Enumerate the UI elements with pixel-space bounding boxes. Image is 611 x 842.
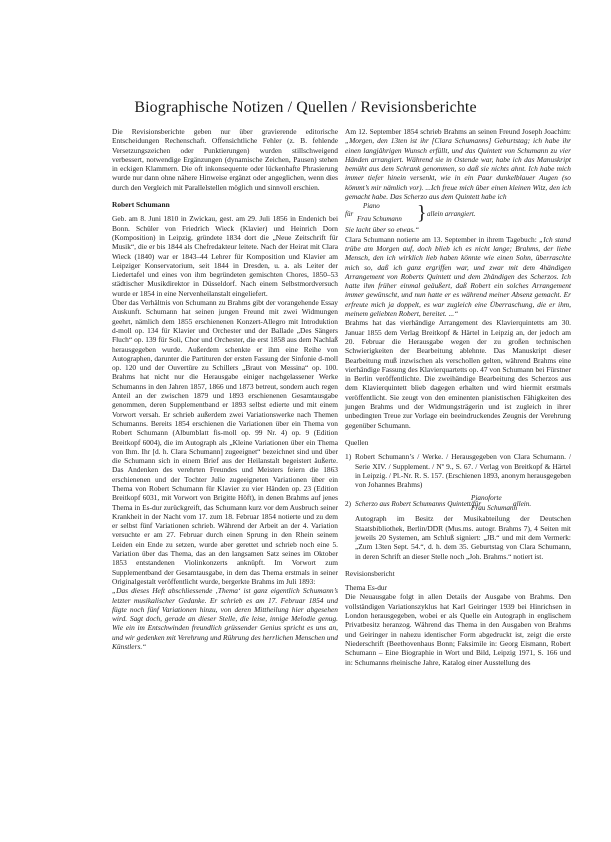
- diary-quote: „Ich stand trübe am Morgen auf, doch blieb ich es nicht lange; Brahms, der liebe Mensch, den ich wirklich lieb haben könnte wie einen Sohn, überraschte mich so, daß ich ganz ergriffen war, und zwar mit dem 4händigen Arrangement von Roberts Quintett und dem 2händigen des Scherzos. Ich hatte ihm früher einmal geäußert, daß Robert ein solches Arrangement immer gewünscht, und nun hatte er es während meiner Absenz gemacht. Er erfreute mich ja doppelt, es war zugleich eine Überraschung, die er ihm, meinem geliebten Robert, bereitet. ...“: [345, 234, 571, 319]
- brahms-quote: „Das dieses Heft abschliessende ‚Thema‘ ist ganz eigentlich Schumann’s letzter musikalischer Gedanke. Er schrieb es am 17. Februar 1854 und fügte noch fünf Variationen hinzu, von deren Mittheilung hier abgesehen wird. Sagt doch, gerade an dieser Stelle, die leise, innige Melodie genug. Wie ein im Entschwinden freundlich grüssender Genius spricht es uns an, und wir gedenken mit Verehrung und Rührung des herrlichen Menschen und Künstlers.“: [112, 586, 338, 652]
- joachim-letter-end: Sie lacht über so etwas.“: [345, 225, 420, 235]
- intro-paragraph: Die Revisionsberichte geben nur über gravierende editorische Entscheidungen Rechenschaft. Offensichtliche Fehler (z. B. fehlende Versetzungszeichen oder Punktierungen) wurden stillschweigend verbessert, notwendige Ergänzungen (dynamische Zeichen, Pausen) stehen in eckigen Klammern. Die oft inkonsequente oder lückenhafte Phrasierung wurde nur dann ohne nähere Hinweise ergänzt oder angeglichen, wenn dies durch den Vergleich mit Parallelstellen möglich und sinnvoll erschien.: [112, 127, 338, 192]
- diary-intro: Clara Schumann notierte am 13. September in ihrem Tagebuch:: [345, 234, 537, 244]
- formula-brace: }: [417, 202, 427, 225]
- thema-heading: Thema Es-dur: [345, 583, 388, 593]
- page-title: Biographische Notizen / Quellen / Revisionsberichte: [134, 99, 477, 116]
- source-2-frau-schumann: Frau Schumann: [471, 504, 518, 513]
- diary-paragraph: [345, 235, 571, 319]
- source-2-body: Autograph im Besitz der Musikabteilung der Deutschen Staatsbibliothek, Berlin/DDR (Mus.ms. autogr. Brahms 7), 4 Seiten mit jeweils 20 Systemen, am Schluß signiert: „JB.“ und mit dem Vermerk: „Zum 13ten Sept. 54.“, d. h. dem 35. Geburtstag von Clara Schumann, in deren Schrift an dieser Stelle noch „Joh. Brahms.“ notiert ist.: [355, 514, 571, 561]
- formula-frau-schumann: Frau Schumann: [357, 215, 402, 224]
- revisionsbericht-heading: Revisionsbericht: [345, 568, 395, 578]
- bio-paragraph-2: Über das Verhältnis von Schumann zu Brahms gibt der vorangehende Essay Auskunft. Schumann hat seinen jungen Freund mit zwei Widmungen geehrt, nämlich dem 1855 erschienenen Konzert-Allegro mit Introduktion d-moll op. 134 für Klavier und Orchester und der Ballade „Des Sängers Fluch“ op. 139 für Soli, Chor und Orchester, die erst 1858 aus dem Nachlaß herausgegeben wurde. Außerdem schenkte er ihm eine Reihe von Autographen, darunter die Partituren der ersten Fassung der Sinfonie d-moll op. 120 und der Ouvertüre zu Schillers „Braut von Messina“ op. 100. Brahms hat nicht nur die Herausgabe einiger nachgelassener Werke Schumanns in den Jahren 1857, 1866 und 1873 betreut, sondern auch regen Anteil an der zwischen 1879 und 1893 erschienenen Gesamtausgabe genommen, deren Supplementband er 1893 selbst edierte und mit einem Vorwort versah. Er schrieb außerdem zwei Variationswerke nach Themen Schumanns. Bereits 1854 erschienen die Variationen über ein Thema von Robert Schumann (Albumblatt fis-moll op. 99 Nr. 4) op. 9 (Edition Breitkopf 6004), die im Autograph als „Kleine Variationen über ein Thema von Ihm. Ihr [d. h. Clara Schumann] zugeeignet“ bezeichnet sind und über die Schumann sich in einem Brief aus der Heilanstalt begeistert äußerte. Das Andenken des verehrten Freundes und Meisters feiern die 1863 erschienenen und der Tochter Julie zugeeigneten Variationen über ein Thema von Robert Schumann für Klavier zu vier Händen op. 23 (Edition Breitkopf 6031, mit Vorwort von Brigitte Höft), in denen Brahms auf jenes Thema in Es-dur zurückgreift, das Schumann kurz vor dem Ausbruch seiner Krankheit in der Nacht vom 17. zum 18. Februar 1854 notierte und zu dem er selbst fünf Variationen schrieb. Während der Arbeit an der 4. Variation versuchte er am 27. Februar durch einen Sprung in den Rhein seinem Leiden ein Ende zu setzen, wurde aber gerettet und schrieb noch eine 5. Variation über das Thema, das an den langsamen Satz seines im Oktober 1853 entstandenen Violinkonzerts anknüpft. Im Vorwort zum Supplementband der Gesamtausgabe, in dem das Thema erstmals in seiner Originalgestalt veröffentlicht wurde, bergerkte Brahms im Juli 1893:: [112, 298, 338, 586]
- source-2-title: Scherzo aus Robert Schumanns Quintett/für: [355, 500, 482, 509]
- formula-fuer: für: [345, 210, 354, 219]
- right-column: [345, 127, 571, 667]
- left-column: [112, 127, 338, 651]
- thema-paragraph: Die Neuausgabe folgt in allen Details der Ausgabe von Brahms. Den vollständigen Variationszyklus hat Karl Geiringer 1939 bei Hinrichsen in London herausgegeben, wobei er als Quelle ein Autograph in englischem Privatbesitz heranzog. Während das Thema in den Ausgaben von Brahms und Geiringer in nahezu identischer Form abgedruckt ist, zeigt die erste Niederschrift (Beethovenhaus Bonn; Faksimile in: Georg Eismann, Robert Schumann – Eine Biographie in Wort und Bild, Leipzig 1971, S. 166 und in: Schumanns rheinische Jahre, Katalog einer Ausstellung des: [345, 592, 571, 667]
- joachim-letter-intro: Am 12. September 1854 schrieb Brahms an seinen Freund Joseph Joachim:: [345, 127, 571, 136]
- joachim-letter-paragraph: [345, 127, 571, 201]
- source-item-2-heading: [345, 494, 571, 514]
- arrangement-paragraph: Brahms hat das vierhändige Arrangement des Klavierquintetts am 30. Januar 1855 dem Verlag Breitkopf & Härtel in Leipzig an, der jedoch am 20. Februar die Herausgabe wegen der zu großen technischen Schwierigkeiten der Bearbeitung ablehnte. Das Manuskript dieser Bearbeitung muß inzwischen als verschollen gelten, während Brahms eine vierhändige Fassung des Klavierquartetts op. 47 von Schumann bei Fürstner in Berlin veröffentlichte. Die zweihändige Bearbeitung des Scherzos aus dem Klavierquintett blieb dagegen erhalten und wird hiermit erstmals veröffentlicht. Sie zeugt von den eminenten pianistischen Fähigkeiten des jungen Brahms und der Widmungsträgerin und ist zugleich in ihrer unbedingten Treue zur Vorlage ein beeindruckendes Zeugnis der Verehrung gegenüber Schumann.: [345, 318, 571, 430]
- source-2-pianoforte: Pianoforte: [471, 494, 502, 503]
- formula-allein-arrangiert: allein arrangiert.: [427, 210, 476, 219]
- bio-paragraph-1: Geb. am 8. Juni 1810 in Zwickau, gest. am 29. Juli 1856 in Endenich bei Bonn. Schüler von Friedrich Wieck (Klavier) und Heinrich Dorn (Komposition) in Leipzig, gründete 1834 dort die „Neue Zeitschrift für Musik“, die er bis 1844 als Chefredakteur leitete. Nach der Heirat mit Clara Wieck (1840) war er 1843–44 Lehrer für Komposition und Klavier am Leipziger Konservatorium, seit 1844 in Dresden, u. a. als Leiter der Liedertafel und eines von ihm begründeten gemischten Chores, 1850–53 städtischer Musikdirektor in Düsseldorf. Nach einem Selbstmordversuch wurde er 1854 in eine Nervenheilanstalt eingeliefert.: [112, 214, 338, 298]
- source-item-1: [345, 452, 571, 489]
- formula-piano: Piano: [363, 202, 380, 211]
- quellen-heading: Quellen: [345, 437, 369, 447]
- joachim-letter-quote: „Morgen, den 13ten ist ihr [Clara Schumanns] Geburtstag; ich habe ihr einen langjährigen Wunsch erfüllt, und das Quintett von Schumann zu vier Händen arrangiert. Während sie in Ostende war, habe ich das Manuskript bemüht aus dem Schrank genommen, so daß sie nichts ahnt. Ich habe mich immer tiefer hinein versenkt, wie in ein Paar dunkelblauer Augen (so kömmt’s mir nämlich vor). ...Ich freue mich über einen kleinen Witz, den ich gemacht habe. Das Scherzo aus dem Quintett habe ich: [345, 136, 571, 202]
- arrangement-formula: [345, 201, 571, 225]
- source-2-allein: allein.: [513, 500, 532, 509]
- source-1-text: Robert Schumann’s / Werke. / Herausgegeben von Clara Schumann. / Serie XIV. / Supplement. / Nº 9., S. 67. / Verlag von Breitkopf & Härtel in Leipzig. / Pl.-Nr. R. S. 157. (Erschienen 1893, anonym herausgegeben von Johannes Brahms): [355, 452, 571, 490]
- source-1-number: 1): [345, 452, 352, 462]
- source-2-number: 2): [345, 500, 351, 509]
- section-heading-schumann: Robert Schumann: [112, 200, 170, 210]
